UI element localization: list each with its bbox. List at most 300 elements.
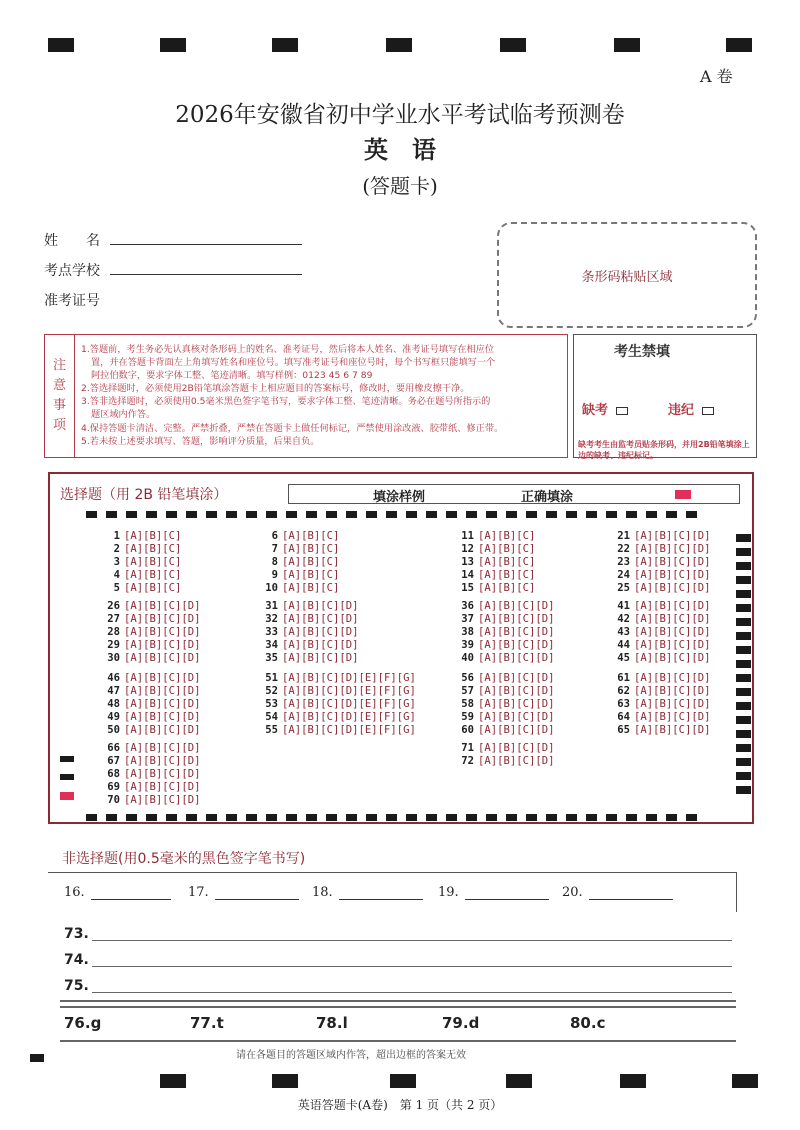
- answer-options[interactable]: [A][B][C][D]: [124, 755, 201, 767]
- answer-options[interactable]: [A][B][C][D]: [478, 711, 555, 723]
- answer-options[interactable]: [A][B][C][D]: [124, 652, 201, 664]
- fill-20[interactable]: [562, 885, 673, 900]
- question-row[interactable]: [608, 639, 711, 652]
- answer-options[interactable]: [A][B][C][D]: [634, 698, 711, 710]
- answer-options[interactable]: [A][B][C]: [124, 543, 182, 555]
- question-row[interactable]: [256, 639, 359, 652]
- question-number: 39: [461, 639, 474, 651]
- question-number: 45: [617, 652, 630, 664]
- question-number: 59: [461, 711, 474, 723]
- answer-options[interactable]: [A][B][C][D][E][F][G]: [282, 711, 416, 723]
- divider: [60, 1000, 736, 1002]
- question-row[interactable]: [256, 582, 339, 595]
- side-mark: [60, 774, 74, 780]
- question-number: 21: [617, 530, 630, 542]
- answer-options[interactable]: [A][B][C][D]: [634, 613, 711, 625]
- side-mark: [60, 756, 74, 762]
- question-row[interactable]: [98, 626, 201, 639]
- question-row[interactable]: [98, 768, 201, 781]
- fill-18[interactable]: [312, 885, 423, 900]
- question-number: 8: [271, 556, 278, 568]
- question-row[interactable]: [452, 685, 555, 698]
- answer-options[interactable]: [A][B][C][D]: [124, 672, 201, 684]
- question-row[interactable]: [608, 724, 711, 737]
- question-row[interactable]: [608, 685, 711, 698]
- answer-options[interactable]: [A][B][C][D]: [124, 742, 201, 754]
- question-row[interactable]: [608, 543, 711, 556]
- line-label: 75.: [64, 978, 89, 994]
- question-number: 72: [461, 755, 474, 767]
- divider: [60, 1006, 736, 1008]
- violation-option[interactable]: [668, 399, 714, 418]
- line-label: 73.: [64, 926, 89, 942]
- timing-mark: [614, 38, 640, 52]
- question-row[interactable]: [608, 698, 711, 711]
- question-number: 64: [617, 711, 630, 723]
- legend-swatch: [675, 490, 691, 499]
- question-row[interactable]: [452, 639, 555, 652]
- answer-options[interactable]: [A][B][C]: [124, 569, 182, 581]
- question-number: 42: [617, 613, 630, 625]
- absent-label: 缺考: [582, 403, 609, 418]
- timing-mark: [272, 1074, 298, 1088]
- question-number: 1: [113, 530, 120, 542]
- answer-options[interactable]: [A][B][C][D]: [634, 556, 711, 568]
- legend-correct: 正确填涂: [521, 490, 574, 505]
- answer-77: 77.t: [190, 1014, 224, 1032]
- question-number: 47: [107, 685, 120, 697]
- question-number: 15: [461, 582, 474, 594]
- answer-options[interactable]: [A][B][C][D]: [124, 794, 201, 806]
- question-number: 52: [265, 685, 278, 697]
- timing-mark: [390, 1074, 416, 1088]
- question-number: 35: [265, 652, 278, 664]
- page-title: 2026年安徽省初中学业水平考试临考预测卷: [175, 102, 625, 128]
- answer-78: 78.l: [316, 1014, 348, 1032]
- answer-options[interactable]: [A][B][C][D]: [124, 711, 201, 723]
- answer-options[interactable]: [A][B][C][D]: [282, 626, 359, 638]
- question-row[interactable]: [98, 556, 181, 569]
- answer-options[interactable]: [A][B][C]: [282, 530, 340, 542]
- question-number: 31: [265, 600, 278, 612]
- timing-mark: [500, 38, 526, 52]
- notice-side: [45, 335, 75, 457]
- question-row[interactable]: [452, 600, 555, 613]
- answer-options[interactable]: [A][B][C]: [478, 569, 536, 581]
- exam-ban-title: 考生禁填: [614, 344, 670, 360]
- answer-options[interactable]: [A][B][C]: [282, 582, 340, 594]
- question-row[interactable]: [98, 724, 201, 737]
- answer-options[interactable]: [A][B][C][D]: [634, 626, 711, 638]
- notice-line: 3.答非选择题时，必须使用0.5毫米黑色签字笔书写，要求字体工整、笔迹清晰。务必在题号所指示的: [81, 396, 491, 408]
- answer-options[interactable]: [A][B][C][D]: [124, 613, 201, 625]
- question-group: [452, 600, 555, 665]
- question-group: [98, 672, 201, 737]
- question-number: 36: [461, 600, 474, 612]
- notice-line: 5.若未按上述要求填写、答题，影响评分质量，后果自负。: [81, 435, 320, 447]
- timing-strip-bottom: [86, 814, 706, 821]
- nonmc-title: 非选择题(用0.5毫米的黑色签字笔书写): [62, 851, 306, 867]
- answer-options[interactable]: [A][B][C][D][E][F][G]: [282, 698, 416, 710]
- question-number: 28: [107, 626, 120, 638]
- question-row[interactable]: [452, 652, 555, 665]
- answer-options[interactable]: [A][B][C]: [478, 530, 536, 542]
- question-row[interactable]: [608, 672, 711, 685]
- answer-options[interactable]: [A][B][C]: [282, 556, 340, 568]
- answer-options[interactable]: [A][B][C][D]: [478, 755, 555, 767]
- notice-text: [81, 343, 565, 448]
- question-number: 61: [617, 672, 630, 684]
- fill-16[interactable]: [64, 885, 171, 900]
- question-number: 11: [461, 530, 474, 542]
- fill-label: 17.: [188, 885, 209, 900]
- question-row[interactable]: [98, 711, 201, 724]
- question-number: 48: [107, 698, 120, 710]
- divider: [60, 1040, 736, 1042]
- answer-options[interactable]: [A][B][C][D]: [124, 626, 201, 638]
- answer-options[interactable]: [A][B][C][D]: [634, 582, 711, 594]
- question-number: 25: [617, 582, 630, 594]
- question-number: 9: [271, 569, 278, 581]
- notice-side-char: 事: [52, 398, 66, 413]
- question-row[interactable]: [256, 652, 359, 665]
- question-row[interactable]: [608, 711, 711, 724]
- question-number: 29: [107, 639, 120, 651]
- timing-strip-right: [736, 534, 751, 800]
- writing-line[interactable]: [92, 940, 732, 941]
- fill-label: 19.: [438, 885, 459, 900]
- timing-mark: [620, 1074, 646, 1088]
- question-number: 60: [461, 724, 474, 736]
- answer-options[interactable]: [A][B][C][D]: [282, 600, 359, 612]
- question-number: 5: [113, 582, 120, 594]
- barcode-area: [497, 222, 757, 328]
- answer-options[interactable]: [A][B][C][D]: [124, 600, 201, 612]
- name-field[interactable]: [110, 244, 302, 245]
- answer-options[interactable]: [A][B][C][D]: [124, 685, 201, 697]
- answer-options[interactable]: [A][B][C]: [282, 569, 340, 581]
- question-row[interactable]: [452, 613, 555, 626]
- answer-options[interactable]: [A][B][C][D]: [478, 652, 555, 664]
- fill-label: 18.: [312, 885, 333, 900]
- school-label: 考点学校: [44, 263, 100, 279]
- answer-options[interactable]: [A][B][C][D]: [634, 652, 711, 664]
- question-row[interactable]: [452, 556, 535, 569]
- line-label: 74.: [64, 952, 89, 968]
- question-row[interactable]: [452, 626, 555, 639]
- answer-options[interactable]: [A][B][C][D]: [282, 613, 359, 625]
- question-row[interactable]: [98, 781, 201, 794]
- answer-options[interactable]: [A][B][C][D]: [478, 613, 555, 625]
- question-number: 27: [107, 613, 120, 625]
- question-number: 23: [617, 556, 630, 568]
- answer-options[interactable]: [A][B][C]: [124, 582, 182, 594]
- writing-line[interactable]: [92, 992, 732, 993]
- question-number: 71: [461, 742, 474, 754]
- answer-80: 80.c: [570, 1014, 606, 1032]
- question-row[interactable]: [98, 569, 181, 582]
- notice-side-char: 注: [52, 358, 66, 373]
- timing-mark: [160, 1074, 186, 1088]
- answer-options[interactable]: [A][B][C][D][E][F][G]: [282, 685, 416, 697]
- fill-box-border: [48, 872, 736, 873]
- question-row[interactable]: [98, 543, 181, 556]
- answer-options[interactable]: [A][B][C][D]: [478, 742, 555, 754]
- question-group: [98, 600, 201, 665]
- question-number: 7: [271, 543, 278, 555]
- answer-options[interactable]: [A][B][C][D]: [478, 672, 555, 684]
- answer-options[interactable]: [A][B][C][D]: [124, 698, 201, 710]
- question-row[interactable]: [452, 672, 555, 685]
- question-number: 66: [107, 742, 120, 754]
- question-number: 43: [617, 626, 630, 638]
- question-number: 3: [113, 556, 120, 568]
- notice-line: 1.答题前，考生务必先认真核对条形码上的姓名、准考证号，然后将本人姓名、准考证号填写在相应位: [81, 344, 495, 355]
- question-number: 44: [617, 639, 630, 651]
- answer-options[interactable]: [A][B][C][D]: [478, 724, 555, 736]
- timing-mark: [48, 38, 74, 52]
- question-number: 6: [271, 530, 278, 542]
- answer-options[interactable]: [A][B][C][D]: [282, 652, 359, 664]
- writing-line[interactable]: [92, 966, 732, 967]
- answer-options[interactable]: [A][B][C]: [124, 556, 182, 568]
- question-number: 58: [461, 698, 474, 710]
- answer-79: 79.d: [442, 1014, 480, 1032]
- question-number: 56: [461, 672, 474, 684]
- question-row[interactable]: [452, 742, 555, 755]
- answer-options[interactable]: [A][B][C][D]: [478, 685, 555, 697]
- question-row[interactable]: [256, 711, 416, 724]
- question-group: [256, 600, 359, 665]
- question-number: 38: [461, 626, 474, 638]
- question-number: 22: [617, 543, 630, 555]
- question-group: [608, 600, 711, 665]
- timing-mark: [272, 38, 298, 52]
- exam-ban-note: 缺考考生由监考员贴条形码，并用2B铅笔填涂上边的缺考、违纪标记。: [578, 440, 750, 460]
- question-number: 40: [461, 652, 474, 664]
- timing-mark: [726, 38, 752, 52]
- version-label: A 卷: [700, 67, 733, 86]
- answer-options[interactable]: [A][B][C]: [124, 530, 182, 542]
- question-row[interactable]: [98, 742, 201, 755]
- subject-title: 英 语: [364, 135, 436, 164]
- question-row[interactable]: [256, 530, 339, 543]
- question-row[interactable]: [608, 652, 711, 665]
- violation-checkbox[interactable]: [702, 407, 714, 415]
- question-row[interactable]: [256, 569, 339, 582]
- question-number: 70: [107, 794, 120, 806]
- question-group: [608, 672, 711, 737]
- question-row[interactable]: [256, 556, 339, 569]
- school-field[interactable]: [110, 274, 302, 275]
- name-label: 姓 名: [44, 233, 100, 249]
- absent-checkbox[interactable]: [616, 407, 628, 415]
- question-row[interactable]: [452, 755, 555, 768]
- question-row[interactable]: [452, 724, 555, 737]
- answer-options[interactable]: [A][B][C][D]: [634, 569, 711, 581]
- answer-options[interactable]: [A][B][C][D][E][F][G]: [282, 724, 416, 736]
- question-number: 33: [265, 626, 278, 638]
- question-number: 49: [107, 711, 120, 723]
- mc-title: 选择题（用 2B 铅笔填涂）: [60, 487, 228, 503]
- answer-options[interactable]: [A][B][C][D]: [124, 724, 201, 736]
- answer-options[interactable]: [A][B][C][D][E][F][G]: [282, 672, 416, 684]
- answer-options[interactable]: [A][B][C][D]: [478, 698, 555, 710]
- mc-section: [48, 472, 754, 824]
- notice-box: [44, 334, 568, 458]
- question-row[interactable]: [452, 569, 535, 582]
- notice-line: 题区域内作答。: [91, 409, 156, 421]
- notice-line: 阿拉伯数字，要求字体工整、笔迹清晰。填写样例：0123 45 6 7 89: [91, 370, 373, 382]
- answer-options[interactable]: [A][B][C][D]: [634, 543, 711, 555]
- absent-option[interactable]: [582, 399, 628, 418]
- question-row[interactable]: [98, 639, 201, 652]
- answer-options[interactable]: [A][B][C][D]: [634, 600, 711, 612]
- fill-label: 20.: [562, 885, 583, 900]
- question-number: 4: [113, 569, 120, 581]
- answer-options[interactable]: [A][B][C]: [478, 582, 536, 594]
- question-number: 34: [265, 639, 278, 651]
- question-number: 65: [617, 724, 630, 736]
- question-row[interactable]: [608, 613, 711, 626]
- exam-ban-box: [573, 334, 757, 458]
- question-number: 37: [461, 613, 474, 625]
- question-row[interactable]: [608, 569, 711, 582]
- question-row[interactable]: [256, 672, 416, 685]
- question-row[interactable]: [608, 582, 711, 595]
- question-number: 53: [265, 698, 278, 710]
- question-number: 24: [617, 569, 630, 581]
- answer-options[interactable]: [A][B][C][D]: [124, 639, 201, 651]
- question-number: 57: [461, 685, 474, 697]
- question-number: 51: [265, 672, 278, 684]
- timing-mark: [506, 1074, 532, 1088]
- answer-options[interactable]: [A][B][C][D]: [634, 530, 711, 542]
- answer-options[interactable]: [A][B][C]: [478, 556, 536, 568]
- question-row[interactable]: [452, 530, 535, 543]
- answer-options[interactable]: [A][B][C][D]: [124, 768, 201, 780]
- question-number: 2: [113, 543, 120, 555]
- question-row[interactable]: [98, 582, 181, 595]
- question-group: [256, 530, 339, 595]
- question-row[interactable]: [98, 755, 201, 768]
- question-row[interactable]: [608, 626, 711, 639]
- question-group: [452, 530, 535, 595]
- question-row[interactable]: [98, 652, 201, 665]
- timing-mark: [732, 1074, 758, 1088]
- question-row[interactable]: [256, 600, 359, 613]
- fill-label: 16.: [64, 885, 85, 900]
- question-row[interactable]: [608, 556, 711, 569]
- question-number: 13: [461, 556, 474, 568]
- answer-options[interactable]: [A][B][C][D]: [124, 781, 201, 793]
- question-number: 50: [107, 724, 120, 736]
- answer-76: 76.g: [64, 1014, 102, 1032]
- timing-mark: [30, 1054, 44, 1062]
- answer-options[interactable]: [A][B][C][D]: [478, 639, 555, 651]
- question-group: [452, 742, 555, 768]
- question-row[interactable]: [256, 626, 359, 639]
- question-row[interactable]: [256, 698, 416, 711]
- question-number: 46: [107, 672, 120, 684]
- question-row[interactable]: [98, 685, 201, 698]
- question-number: 26: [107, 600, 120, 612]
- question-row[interactable]: [98, 672, 201, 685]
- question-row[interactable]: [608, 600, 711, 613]
- answer-options[interactable]: [A][B][C][D]: [478, 626, 555, 638]
- question-number: 63: [617, 698, 630, 710]
- question-group: [256, 672, 416, 737]
- question-row[interactable]: [452, 543, 535, 556]
- question-row[interactable]: [256, 543, 339, 556]
- answer-options[interactable]: [A][B][C][D]: [478, 600, 555, 612]
- question-group: [452, 672, 555, 737]
- question-number: 55: [265, 724, 278, 736]
- fill-legend: [288, 484, 740, 504]
- answer-options[interactable]: [A][B][C][D]: [634, 672, 711, 684]
- question-row[interactable]: [256, 685, 416, 698]
- subtitle: (答题卡): [362, 174, 438, 198]
- answer-options[interactable]: [A][B][C][D]: [282, 639, 359, 651]
- fill-19[interactable]: [438, 885, 549, 900]
- answer-options[interactable]: [A][B][C][D]: [634, 639, 711, 651]
- question-row[interactable]: [98, 698, 201, 711]
- footer-note: 请在各题目的答题区域内作答，超出边框的答案无效: [236, 1050, 466, 1061]
- notice-side-char: 意: [52, 378, 66, 393]
- question-group: [98, 742, 201, 807]
- question-row[interactable]: [98, 613, 201, 626]
- legend-sample: 填涂样例: [373, 490, 426, 505]
- notice-line: 4.保持答题卡清洁、完整。严禁折叠，严禁在答题卡上做任何标记，严禁使用涂改液、胶带纸、修正带。: [81, 422, 504, 434]
- fill-17[interactable]: [188, 885, 299, 900]
- answer-options[interactable]: [A][B][C]: [282, 543, 340, 555]
- question-row[interactable]: [98, 794, 201, 807]
- timing-strip-top: [86, 511, 706, 518]
- answer-options[interactable]: [A][B][C][D]: [634, 685, 711, 697]
- question-number: 41: [617, 600, 630, 612]
- answer-options[interactable]: [A][B][C][D]: [634, 724, 711, 736]
- question-row[interactable]: [256, 613, 359, 626]
- question-number: 54: [265, 711, 278, 723]
- question-number: 67: [107, 755, 120, 767]
- question-group: [608, 530, 711, 595]
- question-number: 30: [107, 652, 120, 664]
- timing-mark: [160, 38, 186, 52]
- question-row[interactable]: [98, 600, 201, 613]
- id-label: 准考证号: [44, 293, 100, 309]
- question-group: [98, 530, 181, 595]
- question-number: 62: [617, 685, 630, 697]
- answer-options[interactable]: [A][B][C]: [478, 543, 536, 555]
- notice-line: 2.答选择题时，必须使用2B铅笔填涂答题卡上相应题目的答案标号，修改时，要用橡皮擦干净。: [81, 383, 470, 395]
- answer-options[interactable]: [A][B][C][D]: [634, 711, 711, 723]
- question-row[interactable]: [452, 698, 555, 711]
- question-number: 69: [107, 781, 120, 793]
- question-row[interactable]: [452, 711, 555, 724]
- question-number: 32: [265, 613, 278, 625]
- question-row[interactable]: [256, 724, 416, 737]
- violation-label: 违纪: [668, 403, 695, 418]
- timing-mark: [386, 38, 412, 52]
- question-number: 68: [107, 768, 120, 780]
- question-row[interactable]: [98, 530, 181, 543]
- question-row[interactable]: [608, 530, 711, 543]
- notice-side-char: 项: [52, 418, 66, 433]
- page-footer: 英语答题卡(A卷) 第 1 页（共 2 页）: [297, 1098, 503, 1112]
- barcode-label: 条形码粘贴区域: [581, 269, 673, 285]
- fill-box-border: [736, 872, 737, 912]
- question-row[interactable]: [452, 582, 535, 595]
